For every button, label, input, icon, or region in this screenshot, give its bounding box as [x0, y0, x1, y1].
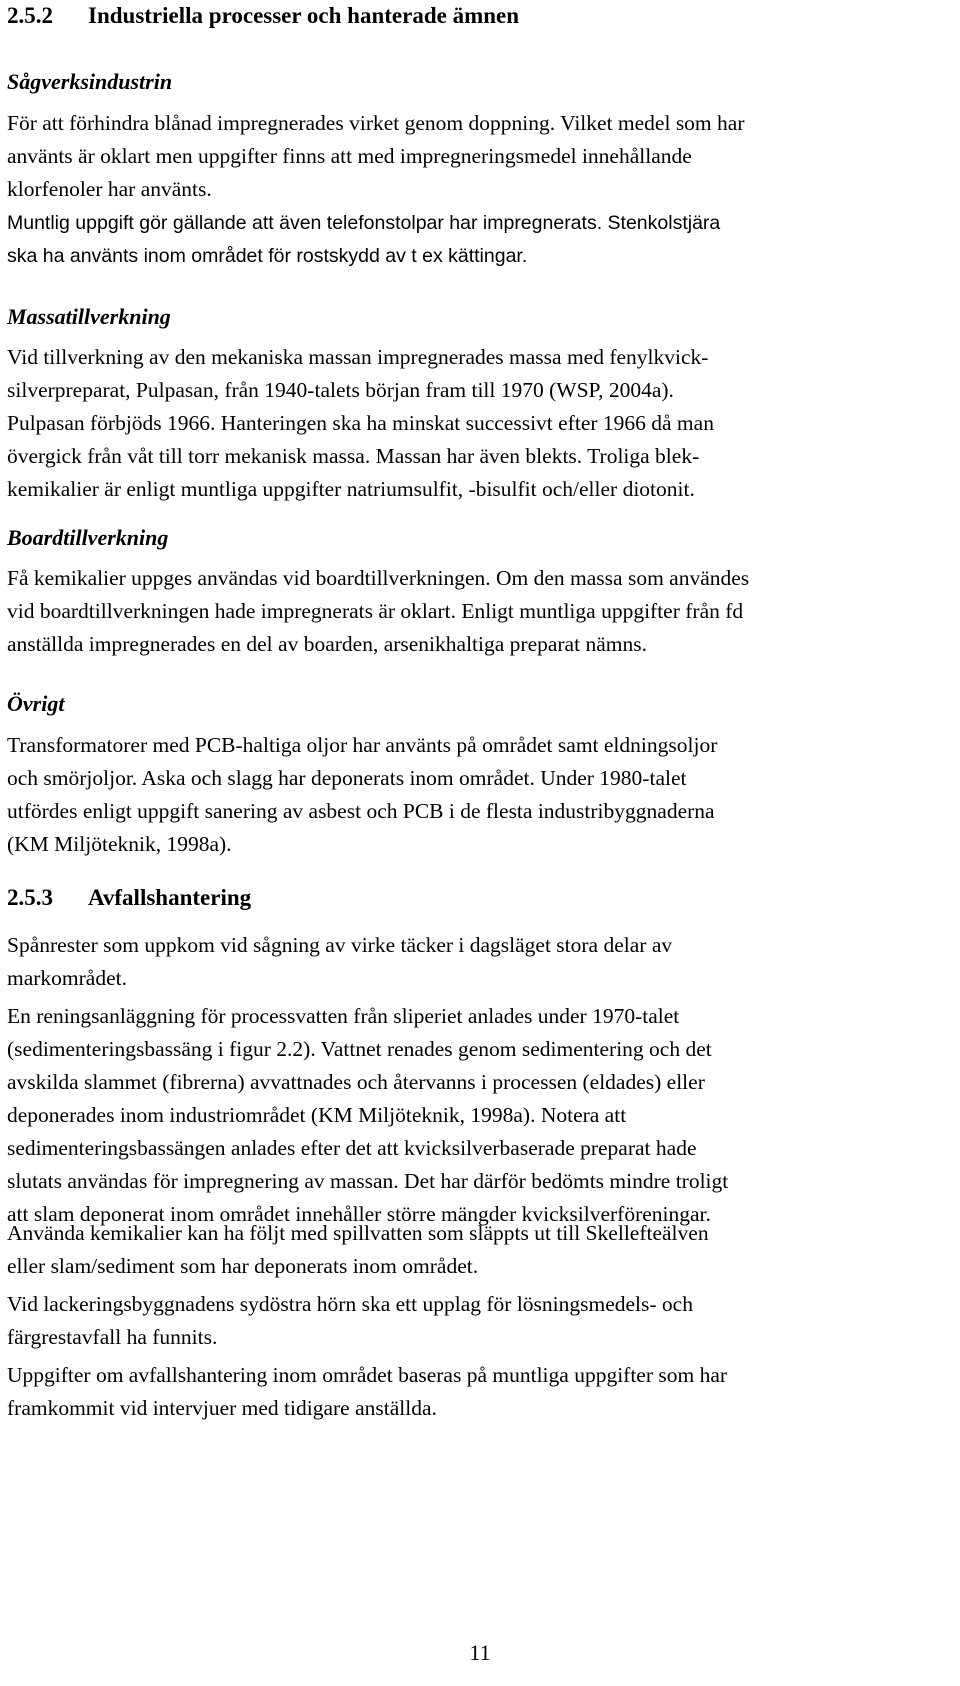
text-line: (sedimenteringsbassäng i figur 2.2). Vattnet renades genom sedimentering och det: [7, 1037, 712, 1061]
section-number: 2.5.2: [7, 3, 53, 28]
subheading-board: Boardtillverkning: [7, 525, 169, 550]
section-title: Industriella processer och hanterade ämnen: [88, 3, 520, 28]
text-line: ska ha använts inom området för rostskydd av t ex kättingar.: [7, 245, 528, 267]
text-line: Spånrester som uppkom vid sågning av virke täcker i dagsläget stora delar av: [7, 933, 673, 957]
text-line: övergick från våt till torr mekanisk massa. Massan har även blekts. Troliga blek-: [7, 444, 700, 468]
paragraph-sagverk-1: [7, 107, 745, 206]
text-line: Få kemikalier uppges användas vid boardtillverkningen. Om den massa som användes: [7, 566, 750, 590]
paragraph-board-1: [7, 562, 749, 661]
paragraph-avfall-5: [7, 1359, 727, 1425]
paragraph-sagverk-2: [7, 207, 720, 273]
text-line: och smörjoljor. Aska och slagg har deponerats inom området. Under 1980-talet: [7, 766, 687, 790]
paragraph-ovrigt-1: [7, 729, 717, 861]
paragraph-avfall-1: [7, 929, 672, 995]
text-line: Muntlig uppgift gör gällande att även telefonstolpar har impregnerats. Stenkolstjära: [7, 212, 721, 234]
text-line: kemikalier är enligt muntliga uppgifter natriumsulfit, -bisulfit och/eller diotonit.: [7, 477, 695, 501]
paragraph-avfall-4: [7, 1288, 693, 1354]
text-line: Uppgifter om avfallshantering inom området baseras på muntliga uppgifter som har: [7, 1363, 728, 1387]
paragraph-avfall-3: [7, 1217, 709, 1283]
text-line: använts är oklart men uppgifter finns att med impregneringsmedel innehållande: [7, 144, 692, 168]
text-line: Vid lackeringsbyggnadens sydöstra hörn ska ett upplag för lösningsmedels- och: [7, 1292, 693, 1316]
text-line: sedimenteringsbassängen anlades efter det att kvicksilverbaserade preparat hade: [7, 1136, 697, 1160]
text-line: slutats användas för impregnering av massan. Det har därför bedömts mindre troligt: [7, 1169, 729, 1193]
text-line: eller slam/sediment som har deponerats inom området.: [7, 1254, 479, 1278]
section-heading-2-5-2: [7, 1, 519, 31]
text-line: Använda kemikalier kan ha följt med spillvatten som släppts ut till Skellefteälven: [7, 1221, 709, 1245]
text-line: (KM Miljöteknik, 1998a).: [7, 832, 232, 856]
text-line: framkommit vid intervjuer med tidigare anställda.: [7, 1396, 437, 1420]
text-line: Pulpasan förbjöds 1966. Hanteringen ska ha minskat successivt efter 1966 då man: [7, 411, 714, 435]
text-line: avskilda slammet (fibrerna) avvattnades och återvanns i processen (eldades) eller: [7, 1070, 705, 1094]
text-line: anställda impregnerades en del av boarden, arsenikhaltiga preparat nämns.: [7, 632, 647, 656]
page-number: 11: [469, 1640, 491, 1665]
section-heading-2-5-3: [7, 883, 251, 913]
text-line: deponerades inom industriområdet (KM Miljöteknik, 1998a). Notera att: [7, 1103, 627, 1127]
paragraph-massa-1: [7, 341, 714, 506]
paragraph-avfall-2: [7, 1000, 728, 1231]
text-line: silverpreparat, Pulpasan, från 1940-talets början fram till 1970 (WSP, 2004a).: [7, 378, 674, 402]
subheading-ovrigt: Övrigt: [7, 691, 65, 716]
text-line: En reningsanläggning för processvatten från sliperiet anlades under 1970-talet: [7, 1004, 680, 1028]
text-line: vid boardtillverkningen hade impregnerats är oklart. Enligt muntliga uppgifter från fd: [7, 599, 744, 623]
text-line: klorfenoler har använts.: [7, 177, 212, 201]
text-line: färgrestavfall ha funnits.: [7, 1325, 218, 1349]
section-title: Avfallshantering: [88, 885, 252, 910]
text-line: Vid tillverkning av den mekaniska massan impregnerades massa med fenylkvick-: [7, 345, 709, 369]
subheading-sagverk: Sågverksindustrin: [7, 69, 173, 94]
subheading-massa: Massatillverkning: [7, 304, 171, 329]
text-line: För att förhindra blånad impregnerades virket genom doppning. Vilket medel som har: [7, 111, 745, 135]
text-line: markområdet.: [7, 966, 127, 990]
text-line: att slam deponerat inom området innehåller större mängder kvicksilverföreningar.: [7, 1202, 711, 1226]
section-number: 2.5.3: [7, 885, 53, 910]
text-line: utfördes enligt uppgift sanering av asbest och PCB i de flesta industribyggnaderna: [7, 799, 715, 823]
text-line: Transformatorer med PCB-haltiga oljor har använts på området samt eldningsoljor: [7, 733, 718, 757]
